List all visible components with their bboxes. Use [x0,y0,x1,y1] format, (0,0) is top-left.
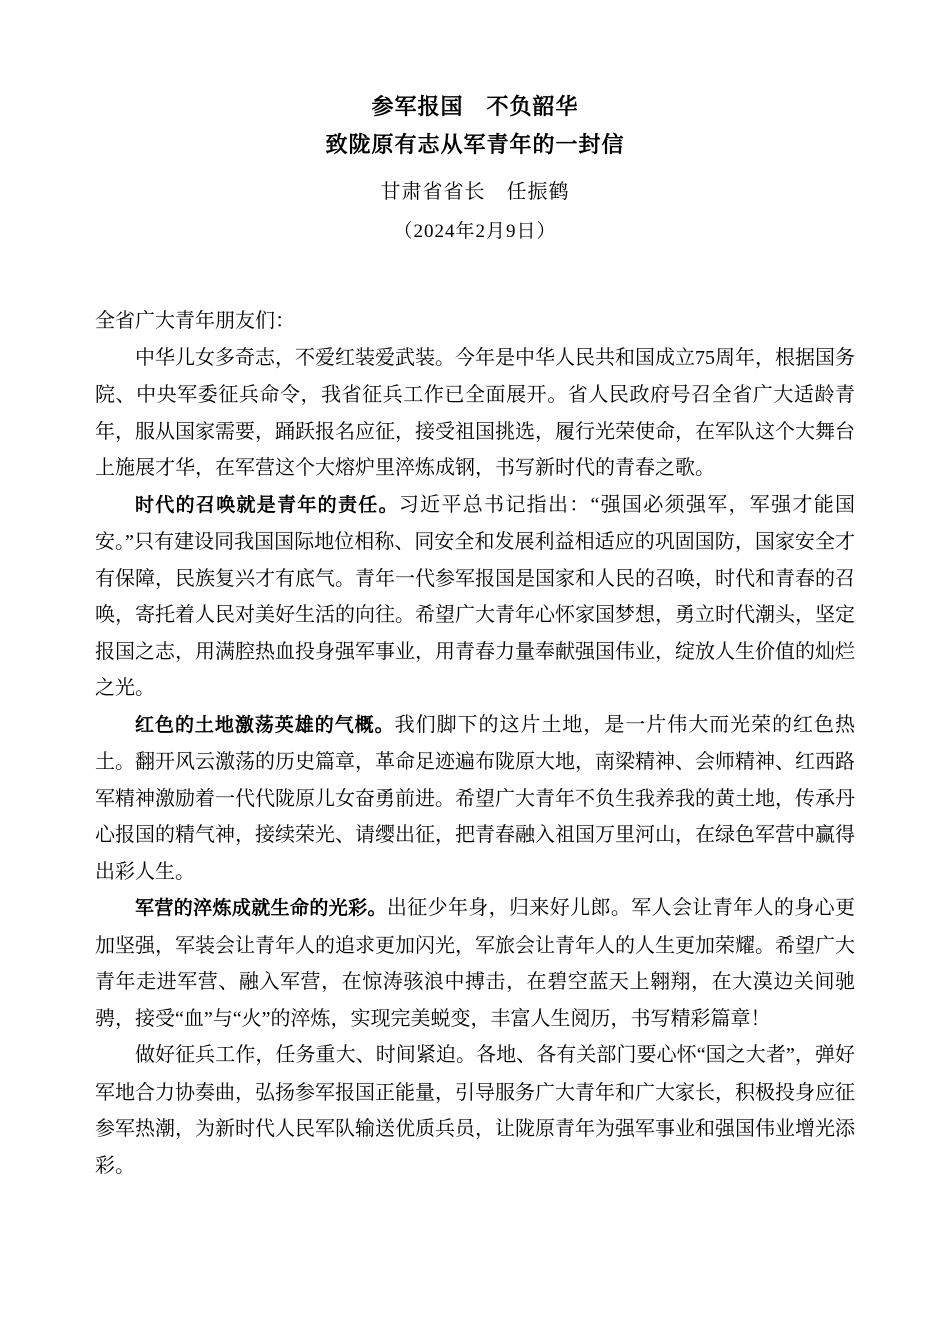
paragraph-3-text: 我们脚下的这片土地，是一片伟大而光荣的红色热土。翻开风云激荡的历史篇章，革命足迹遍布陇原大地，南梁精神、会师精神、红西路军精神激励着一代代陇原儿女奋勇前进。希望广大青年不负生我养我的黄土地，传承丹心报国的精气神，接续荣光、请缨出征，把青春融入祖国万里河山，在绿色军营中赢得出彩人生。 [95,713,855,883]
document-title-line-2: 致陇原有志从军青年的一封信 [325,132,625,157]
paragraph-1-text: 中华儿女多奇志，不爱红装爱武装。今年是中华人民共和国成立75周年，根据国务院、中央军委征兵命令，我省征兵工作已全面展开。省人民政府号召全省广大适龄青年，服从国家需要，踊跃报名应征，接受祖国挑选，履行光荣使命，在军队这个大舞台上施展才华，在军营这个大熔炉里淬炼成钢，书写新时代的青春之歌。 [95,346,855,479]
date-line: （2024年2月9日） [393,221,557,242]
paragraph-1 [95,340,855,487]
paragraph-2-text: 习近平总书记指出：“强国必须强军，军强才能国安。”只有建设同我国国际地位相称、同安全和发展利益相适应的巩固国防，国家安全才有保障，民族复兴才有底气。青年一代参军报国是国家和人民的召唤，时代和青春的召唤，寄托着人民对美好生活的向往。希望广大青年心怀家国梦想，勇立时代潮头，坚定报国之志，用满腔热血投身强军事业，用青春力量奉献强国伟业，绽放人生价值的灿烂之光。 [95,493,855,699]
paragraph-2-lead: 时代的召唤就是青年的责任。 [135,494,399,516]
salutation: 全省广大青年朋友们： [95,310,295,332]
paragraph-4 [95,890,855,1037]
paragraph-4-text: 出征少年身，归来好儿郎。军人会让青年人的身心更加坚强，军装会让青年人的追求更加闪光，军旅会让青年人的人生更加荣耀。希望广大青年走进军营、融入军营，在惊涛骇浪中搏击，在碧空蓝天上翱翔，在大漠边关间驰骋，接受“血”与“火”的淬炼，实现完美蜕变，丰富人生阅历，书写精彩篇章！ [95,897,855,1030]
paragraph-5-text: 做好征兵工作，任务重大、时间紧迫。各地、各有关部门要心怀“国之大者”，弹好军地合力协奏曲，弘扬参军报国正能量，引导服务广大青年和广大家长，积极投身应征参军热潮，为新时代人民军队输送优质兵员，让陇原青年为强军事业和强国伟业增光添彩。 [95,1044,855,1177]
document-body [95,303,855,1184]
paragraph-2 [95,487,855,707]
paragraph-4-lead: 军营的淬炼成就生命的光彩。 [135,898,387,919]
paragraph-3 [95,707,855,891]
document-title-line-1: 参军报国 不负韶华 [371,94,579,119]
document-header [95,96,855,241]
author-line: 甘肃省省长 任振鹤 [380,181,570,203]
paragraph-3-lead: 红色的土地激荡英雄的气概。 [135,714,395,736]
paragraph-5 [95,1037,855,1184]
